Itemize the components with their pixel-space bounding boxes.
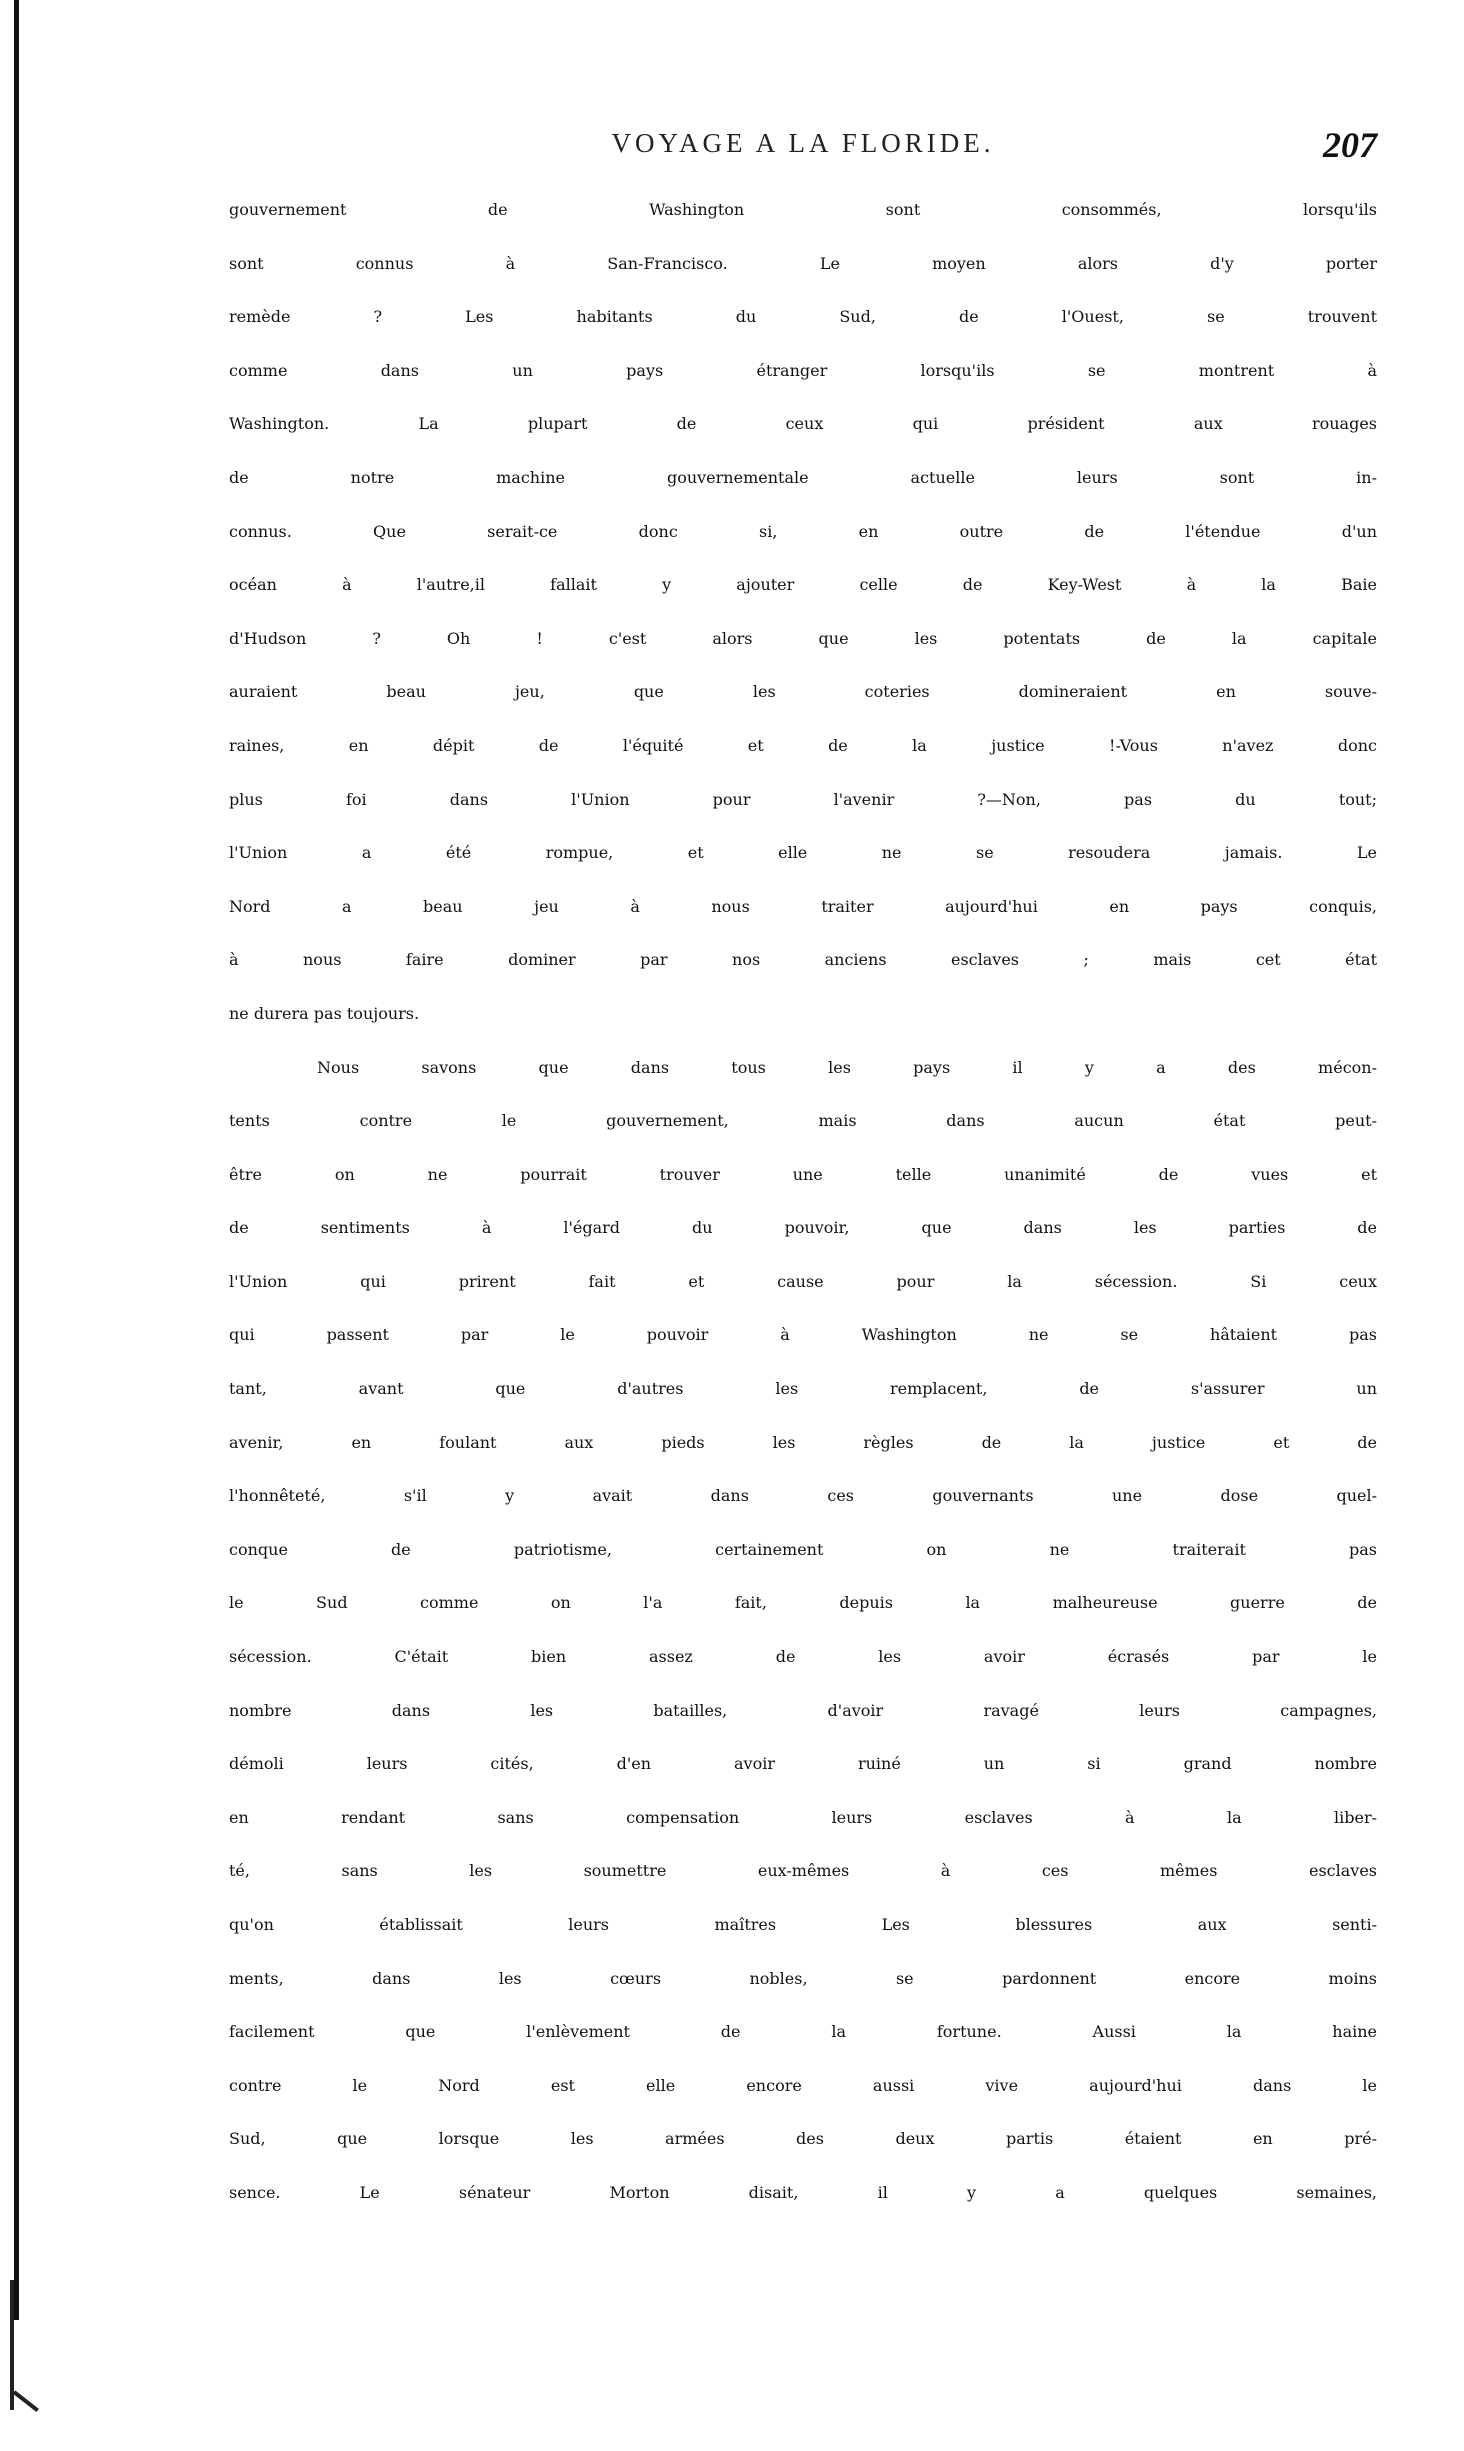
text-line: avenir, en foulant aux pieds les règles de la justice et de <box>229 1432 1377 1452</box>
text-line: comme dans un pays étranger lorsqu'ils se montrent à <box>229 360 1377 380</box>
running-head: VOYAGE A LA FLORIDE. <box>611 128 995 158</box>
paragraph-2 <box>229 1058 1377 2237</box>
page-edge-mark-slant <box>13 2390 39 2412</box>
text-line: qui passent par le pouvoir à Washington ne se hâtaient pas <box>229 1325 1377 1345</box>
text-line: d'Hudson ? Oh ! c'est alors que les potentats de la capitale <box>229 628 1377 648</box>
text-line: connus. Que serait-ce donc si, en outre de l'étendue d'un <box>229 521 1377 541</box>
text-line: océan à l'autre,il fallait y ajouter celle de Key-West à la Baie <box>229 575 1377 595</box>
text-line: à nous faire dominer par nos anciens esclaves ; mais cet état <box>229 950 1377 970</box>
text-line: remède ? Les habitants du Sud, de l'Ouest, se trouvent <box>229 307 1377 327</box>
text-line: contre le Nord est elle encore aussi vive aujourd'hui dans le <box>229 2075 1377 2095</box>
text-line: l'Union a été rompue, et elle ne se resoudera jamais. Le <box>229 843 1377 863</box>
text-line: Washington. La plupart de ceux qui président aux rouages <box>229 414 1377 434</box>
page-header <box>229 124 1377 164</box>
text-line: sence. Le sénateur Morton disait, il y a quelques semaines, <box>229 2182 1377 2202</box>
text-line: de notre machine gouvernementale actuelle leurs sont in- <box>229 467 1377 487</box>
text-line: en rendant sans compensation leurs esclaves à la liber- <box>229 1807 1377 1827</box>
text-line: plus foi dans l'Union pour l'avenir ?—Non, pas du tout; <box>229 789 1377 809</box>
text-line: le Sud comme on l'a fait, depuis la malheureuse guerre de <box>229 1593 1377 1613</box>
text-line: qu'on établissait leurs maîtres Les blessures aux senti- <box>229 1915 1377 1934</box>
text-line: conque de patriotisme, certainement on ne traiterait pas <box>229 1539 1377 1559</box>
text-line: tents contre le gouvernement, mais dans aucun état peut- <box>229 1111 1377 1131</box>
text-line: Nord a beau jeu à nous traiter aujourd'hui en pays conquis, <box>229 896 1377 916</box>
text-line: sécession. C'était bien assez de les avoir écrasés par le <box>229 1647 1377 1667</box>
text-line: gouvernement de Washington sont consommés, lorsqu'ils <box>229 200 1377 219</box>
page-edge-rule <box>14 0 19 2320</box>
text-line: l'Union qui prirent fait et cause pour la sécession. Si ceux <box>229 1271 1377 1291</box>
text-line: l'honnêteté, s'il y avait dans ces gouvernants une dose quel- <box>229 1486 1377 1506</box>
text-line: Sud, que lorsque les armées des deux partis étaient en pré- <box>229 2129 1377 2149</box>
text-line: être on ne pourrait trouver une telle unanimité de vues et <box>229 1164 1377 1184</box>
text-line: Nous savons que dans tous les pays il y a des mécon- <box>317 1057 1377 1077</box>
text-line: ne durera pas toujours. <box>229 1003 420 1023</box>
page-number: 207 <box>1323 125 1377 165</box>
page-body <box>229 200 1377 2237</box>
paragraph-1 <box>229 200 1377 1058</box>
text-line: sont connus à San-Francisco. Le moyen alors d'y porter <box>229 253 1377 273</box>
text-line: té, sans les soumettre eux-mêmes à ces mêmes esclaves <box>229 1861 1377 1881</box>
text-line: raines, en dépit de l'équité et de la justice !-Vous n'avez donc <box>229 735 1377 755</box>
text-line: tant, avant que d'autres les remplacent, de s'assurer un <box>229 1379 1377 1399</box>
text-line: nombre dans les batailles, d'avoir ravagé leurs campagnes, <box>229 1700 1377 1720</box>
text-line: auraient beau jeu, que les coteries domineraient en souve- <box>229 682 1377 702</box>
text-line: démoli leurs cités, d'en avoir ruiné un si grand nombre <box>229 1754 1377 1774</box>
text-line: ments, dans les cœurs nobles, se pardonnent encore moins <box>229 1968 1377 1988</box>
page-edge-mark <box>10 2280 14 2410</box>
text-line: de sentiments à l'égard du pouvoir, que dans les parties de <box>229 1218 1377 1238</box>
text-line: facilement que l'enlèvement de la fortune. Aussi la haine <box>229 2022 1377 2042</box>
